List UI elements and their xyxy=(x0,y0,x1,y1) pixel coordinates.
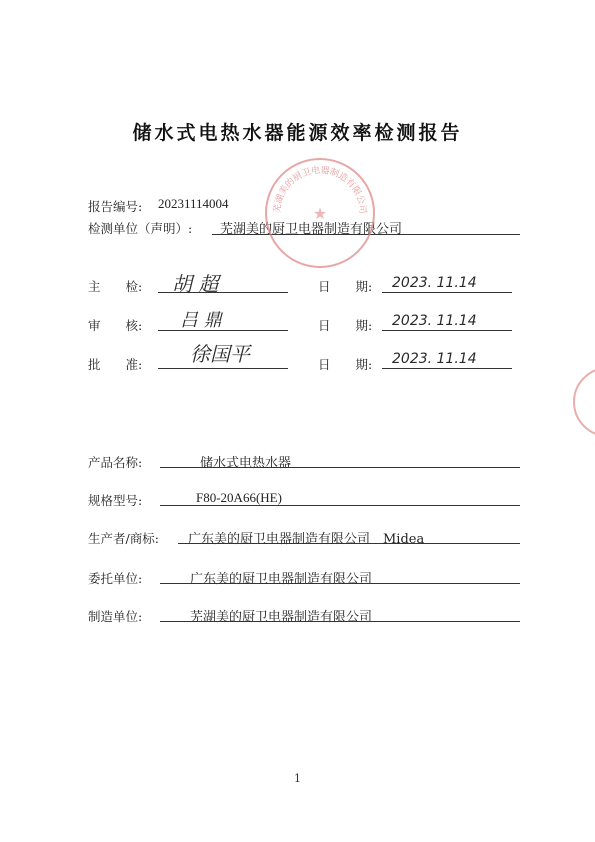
seal-text: 芜湖美的厨卫电器制造有限公司 xyxy=(272,165,368,215)
model-value: F80-20A66(HE) xyxy=(196,490,282,505)
report-title: 储水式电热水器能源效率检测报告 xyxy=(132,122,463,144)
reviewer-signature: 吕 鼎 xyxy=(180,310,222,331)
report-no-label: 报告编号: xyxy=(88,199,143,214)
product-name-label: 产品名称: xyxy=(88,455,143,470)
reviewer-label: 审 核: xyxy=(88,318,143,333)
client-underline xyxy=(160,583,520,584)
inspector-label: 主 检: xyxy=(88,279,143,294)
date-underline-2 xyxy=(382,330,512,331)
model-label: 规格型号: xyxy=(88,493,143,508)
page-number: 1 xyxy=(294,772,301,785)
date-value-1: 2023. 11.14 xyxy=(392,275,477,291)
inspector-underline xyxy=(158,292,288,293)
manufacturer-value: 芜湖美的厨卫电器制造有限公司 xyxy=(190,610,373,625)
manufacturer-label: 制造单位: xyxy=(88,609,143,624)
reviewer-underline xyxy=(158,330,288,331)
official-seal xyxy=(262,155,378,271)
producer-value: 广东美的厨卫电器制造有限公司 Midea xyxy=(188,532,425,547)
product-name-underline xyxy=(160,467,520,468)
client-value: 广东美的厨卫电器制造有限公司 xyxy=(190,572,373,587)
approver-underline xyxy=(158,368,288,369)
applicant-label: 检测单位（声明）: xyxy=(88,221,193,236)
approver-label: 批 准: xyxy=(88,357,143,372)
report-no: 20231114004 xyxy=(158,196,229,211)
date-label-1: 日 期: xyxy=(318,279,373,294)
partial-seal-right xyxy=(568,362,595,442)
svg-text:★: ★ xyxy=(312,204,328,223)
date-value-2: 2023. 11.14 xyxy=(392,313,477,329)
model-underline xyxy=(160,505,520,506)
date-label-2: 日 期: xyxy=(318,318,373,333)
date-underline-3 xyxy=(382,368,512,369)
product-name: 储水式电热水器 xyxy=(200,456,292,471)
manufacturer-underline xyxy=(160,621,520,622)
applicant-value: 芜湖美的厨卫电器制造有限公司 xyxy=(220,222,403,237)
approver-signature: 徐国平 xyxy=(190,342,250,366)
client-label: 委托单位: xyxy=(88,571,143,586)
producer-label: 生产者/商标: xyxy=(88,531,159,546)
date-underline-1 xyxy=(382,292,512,293)
date-label-3: 日 期: xyxy=(318,357,373,372)
producer-underline xyxy=(178,543,520,544)
date-value-3: 2023. 11.14 xyxy=(392,351,477,367)
inspector-signature: 胡 超 xyxy=(172,272,219,296)
